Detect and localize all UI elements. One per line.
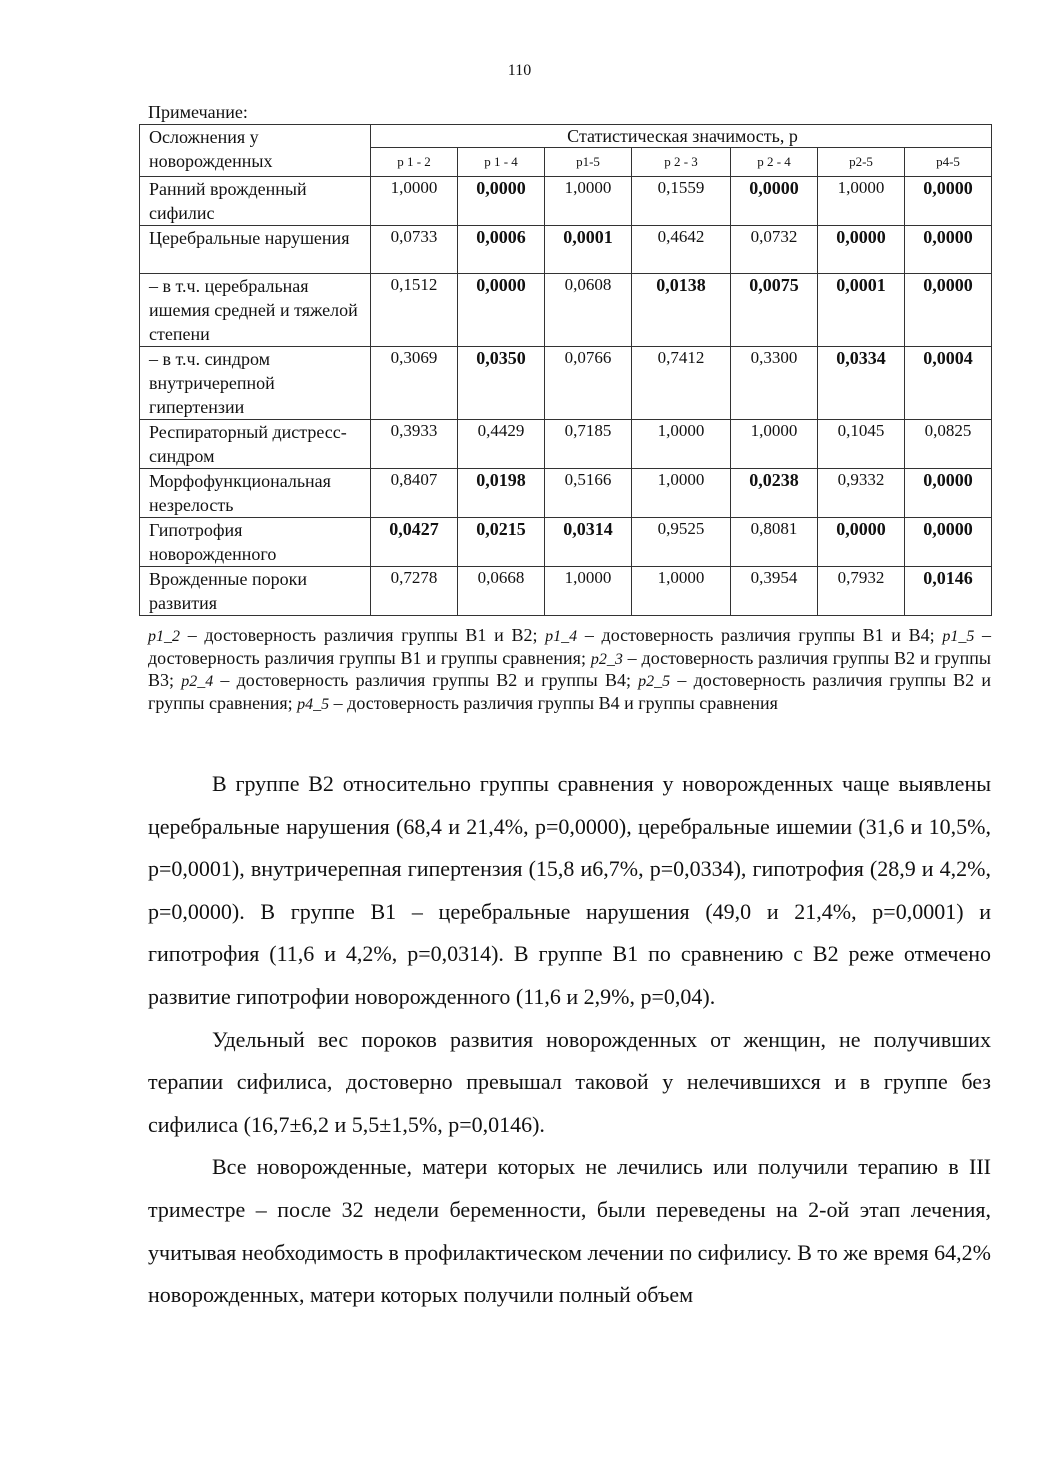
legend-symbol: p1_2 — [148, 628, 180, 645]
p-value-cell: 1,0000 — [632, 420, 731, 469]
p-value-cell: 0,0075 — [731, 274, 818, 347]
p-value-cell: 1,0000 — [371, 177, 458, 226]
row-label: Респираторный дистресс-синдром — [140, 420, 371, 469]
p-value-cell: 0,0198 — [458, 469, 545, 518]
legend-symbol: p1_5 — [942, 628, 975, 645]
p-value-cell: 0,0000 — [731, 177, 818, 226]
p-value-cell: 0,8407 — [371, 469, 458, 518]
p-header: р 1 - 2 — [371, 148, 458, 177]
p-value-cell: 0,9332 — [818, 469, 905, 518]
significance-header: Статистическая значимость, р — [371, 125, 992, 148]
p-value-cell: 0,8081 — [731, 518, 818, 567]
legend-text: – достоверность различия группы В4 и группы сравнения — [329, 692, 778, 713]
p-value-cell: 0,0146 — [905, 567, 992, 616]
table-row — [140, 274, 992, 347]
p-value-cell: 0,0732 — [731, 226, 818, 274]
table-legend — [148, 625, 991, 715]
p-value-cell: 0,0000 — [458, 274, 545, 347]
p-value-cell: 0,3300 — [731, 347, 818, 420]
p-header: р1-5 — [545, 148, 632, 177]
p-header: р4-5 — [905, 148, 992, 177]
p-value-cell: 0,7278 — [371, 567, 458, 616]
p-value-cell: 0,0000 — [458, 177, 545, 226]
table-row — [140, 177, 992, 226]
p-header: р2-5 — [818, 148, 905, 177]
legend-symbol: p4_5 — [297, 695, 330, 713]
p-value-cell: 0,0138 — [632, 274, 731, 347]
p-value-cell: 0,0766 — [545, 347, 632, 420]
p-value-cell: 1,0000 — [545, 567, 632, 616]
p-header: р 2 - 4 — [731, 148, 818, 177]
row-label: Морфофункциональная незрелость — [140, 469, 371, 518]
p-value-cell: 0,0000 — [905, 518, 992, 567]
row-label: Церебральные нарушения — [140, 226, 371, 274]
p-value-cell: 0,0001 — [818, 274, 905, 347]
p-value-cell: 0,0000 — [905, 177, 992, 226]
table-row — [140, 226, 992, 274]
paragraph: В группе В2 относительно группы сравнения у новорожденных чаще выявлены церебральные нарушения (68,4 и 21,4%, р=0,0000), церебральные ишемии (31,6 и 10,5%, р=0,0001), внутричерепная гипертензия (15,8 и6,7%, р=0,0334), гипотрофия (28,9 и 4,2%, р=0,0000). В группе В1 – церебральные нарушения (49,0 и 21,4%, р=0,0001) и гипотрофия (11,6 и 4,2%, р=0,0314). В группе В1 по сравнению с В2 реже отмечено развитие гипотрофии новорожденного (11,6 и 2,9%, р=0,04). — [148, 771, 991, 1009]
p-value-cell: 1,0000 — [818, 177, 905, 226]
legend-text: – достоверность различия группы В2 и группы сравнения; — [148, 670, 991, 713]
p-value-cell: 0,1512 — [371, 274, 458, 347]
page-number: 110 — [507, 62, 532, 79]
p-value-cell: 1,0000 — [731, 420, 818, 469]
p-value-cell: 0,0238 — [731, 469, 818, 518]
p-value-cell: 0,0004 — [905, 347, 992, 420]
p-value-cell: 0,5166 — [545, 469, 632, 518]
p-value-cell: 1,0000 — [545, 177, 632, 226]
table-row — [140, 420, 992, 469]
p-value-cell: 0,0334 — [818, 347, 905, 420]
row-label: Врожденные пороки развития — [140, 567, 371, 616]
p-value-cell: 0,0000 — [905, 226, 992, 274]
paragraph: Все новорожденные, матери которых не лечились или получили терапию в III триместре – после 32 недели беременности, были переведены на 2-ой этап лечения, учитывая необходимость в профилактическом лечении по сифилису. В то же время 64,2% новорожденных, матери которых получили полный объем — [148, 1154, 991, 1308]
legend-text: – достоверность различия группы В2 и группы В3; — [148, 647, 991, 690]
row-label: – в т.ч. церебральная ишемия средней и тяжелой степени — [140, 274, 371, 347]
p-value-cell: 0,0668 — [458, 567, 545, 616]
p-value-cell: 1,0000 — [632, 469, 731, 518]
complications-header: Осложнения у новорожденных — [140, 125, 371, 177]
table-row — [140, 347, 992, 420]
legend-text: – достоверность различия группы В1 и В2; — [180, 625, 546, 645]
legend-symbol: p2_4 — [181, 673, 214, 690]
p-value-cell: 0,0350 — [458, 347, 545, 420]
table-row — [140, 567, 992, 616]
p-value-cell: 0,0733 — [371, 226, 458, 274]
p-value-cell: 0,1559 — [632, 177, 731, 226]
row-label: Гипотрофия новорожденного — [140, 518, 371, 567]
p-value-cell: 0,7932 — [818, 567, 905, 616]
p-value-cell: 0,1045 — [818, 420, 905, 469]
row-label: – в т.ч. синдром внутричерепной гипертензии — [140, 347, 371, 420]
p-value-cell: 0,0000 — [818, 226, 905, 274]
row-label: Ранний врожденный сифилис — [140, 177, 371, 226]
body-text — [148, 763, 991, 1317]
legend-symbol: p2_3 — [590, 650, 623, 668]
p-value-cell: 0,0000 — [905, 274, 992, 347]
table-row — [140, 518, 992, 567]
p-value-cell: 0,4429 — [458, 420, 545, 469]
legend-symbol: p2_5 — [638, 673, 671, 690]
legend-text: – достоверность различия группы В1 и В4; — [577, 625, 943, 645]
p-value-cell: 0,9525 — [632, 518, 731, 567]
p-value-cell: 0,0427 — [371, 518, 458, 567]
p-value-cell: 0,7185 — [545, 420, 632, 469]
legend-text: – достоверность различия группы В1 и группы сравнения; — [148, 625, 992, 668]
p-value-cell: 0,0000 — [818, 518, 905, 567]
p-header: р 1 - 4 — [458, 148, 545, 177]
p-value-cell: 1,0000 — [632, 567, 731, 616]
p-value-cell: 0,0001 — [545, 226, 632, 274]
p-value-cell: 0,0608 — [545, 274, 632, 347]
note-label: Примечание: — [148, 102, 248, 122]
p-value-cell: 0,3933 — [371, 420, 458, 469]
p-value-cell: 0,4642 — [632, 226, 731, 274]
legend-symbol: p1_4 — [545, 628, 578, 645]
p-value-cell: 0,0825 — [905, 420, 992, 469]
p-value-cell: 0,3069 — [371, 347, 458, 420]
p-value-cell: 0,7412 — [632, 347, 731, 420]
legend-text: – достоверность различия группы В2 и группы В4; — [213, 670, 639, 690]
p-value-cell: 0,0000 — [905, 469, 992, 518]
p-value-cell: 0,0215 — [458, 518, 545, 567]
p-value-cell: 0,0314 — [545, 518, 632, 567]
table-row — [140, 469, 992, 518]
p-value-cell: 0,0006 — [458, 226, 545, 274]
p-value-cell: 0,3954 — [731, 567, 818, 616]
p-header: р 2 - 3 — [632, 148, 731, 177]
paragraph: Удельный вес пороков развития новорожденных от женщин, не получивших терапии сифилиса, достоверно превышал таковой у нелечившихся и в группе без сифилиса (16,7±6,2 и 5,5±1,5%, р=0,0146). — [148, 1026, 991, 1137]
significance-table — [139, 124, 992, 616]
